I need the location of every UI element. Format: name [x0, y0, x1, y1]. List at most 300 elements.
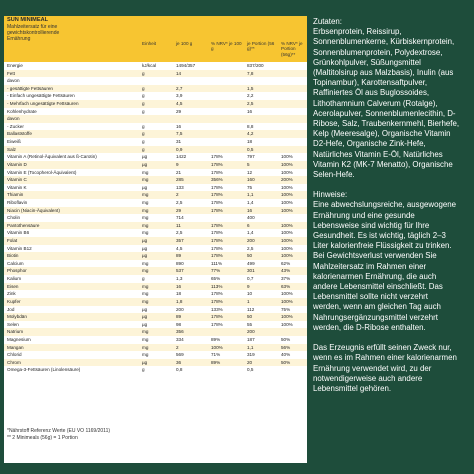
- nrv-per-portion: 100%: [281, 298, 293, 304]
- nrv-per-100g: 71%: [211, 352, 221, 358]
- table-row: [4, 283, 307, 291]
- nutrient-name: Vitamin E (Tocopherol-Äquivalent): [7, 169, 77, 175]
- ingredients-line: Zutaten:: [313, 17, 342, 26]
- nrv-per-portion: 200%: [281, 177, 293, 183]
- nutrition-table: [4, 16, 307, 463]
- ingredients-line: Topinambur), Karottensaftpulver,: [313, 78, 428, 88]
- unit: µg: [142, 314, 148, 320]
- hints-line: andere Lebensmittel einschließt. Das: [313, 282, 443, 292]
- value-per-portion: 0,5: [247, 146, 254, 152]
- ingredients-line: D2-Hefe, Organische Zink-Hefe,: [313, 139, 426, 149]
- nutrient-name: Phosphor: [7, 268, 27, 274]
- value-per-portion: 400: [247, 215, 255, 221]
- ingredients-line: (Maltitolsirup aus Malzbasis), Inulin (aus: [313, 68, 454, 78]
- table-row: [4, 275, 307, 283]
- unit: mg: [142, 215, 149, 221]
- unit: µg: [142, 238, 148, 244]
- value-per-portion: 1: [247, 298, 250, 304]
- value-per-portion: 301: [247, 268, 255, 274]
- nutrient-name: Niacin (Niacin-Äquivalent): [7, 207, 60, 213]
- nrv-per-100g: 178%: [211, 291, 223, 297]
- nutrient-name: Vitamin D: [7, 161, 27, 167]
- table-row: [4, 222, 307, 230]
- purpose-line: wenn es im Rahmen einer kalorienarmen: [313, 353, 457, 363]
- value-per-100g: 356: [176, 329, 184, 335]
- nutrient-name: Kupfer: [7, 298, 21, 304]
- table-row: [4, 191, 307, 199]
- nrv-per-portion: 100%: [281, 222, 293, 228]
- nutrient-name: davon: [7, 116, 20, 122]
- col-nrvportion-header: % NRV* je Portion (56g)**: [281, 41, 303, 57]
- value-per-portion: 10: [247, 291, 253, 297]
- col-nrv100g-header: % NRV* je 100 g: [211, 41, 242, 52]
- value-per-portion: 55: [247, 321, 253, 327]
- value-per-100g: 4,5: [176, 101, 183, 107]
- unit: g: [142, 123, 145, 129]
- table-row: [4, 100, 307, 108]
- value-per-portion: 499: [247, 260, 255, 266]
- unit: mg: [142, 260, 149, 266]
- hints-line: Liter kalorienfreie Flüssigkeit zu trinken.: [313, 241, 452, 251]
- nrv-per-portion: 100%: [281, 314, 293, 320]
- purpose-line: Lebensmittel gehören.: [313, 383, 392, 393]
- nutrient-name: Calcium: [7, 260, 24, 266]
- unit: mg: [142, 268, 149, 274]
- value-per-100g: 0,8: [176, 367, 183, 373]
- table-row: [4, 290, 307, 298]
- value-per-100g: 14: [176, 70, 182, 76]
- nutrient-name: Mangan: [7, 344, 24, 350]
- nrv-per-portion: 50%: [281, 336, 291, 342]
- value-per-portion: 0,5: [247, 367, 254, 373]
- nrv-per-100g: 178%: [211, 199, 223, 205]
- purpose-line: Ernährung verwendet wird, zu der: [313, 363, 432, 373]
- nrv-per-portion: 100%: [281, 192, 293, 198]
- nrv-per-100g: 178%: [211, 298, 223, 304]
- nrv-per-100g: 178%: [211, 253, 223, 259]
- hints-line: Eine abwechslungsreiche, ausgewogene: [313, 200, 457, 210]
- nrv-per-100g: 178%: [211, 321, 223, 327]
- unit: mg: [142, 352, 149, 358]
- nrv-per-100g: 111%: [211, 260, 223, 266]
- nrv-per-100g: 178%: [211, 161, 223, 167]
- nrv-per-portion: 63%: [281, 283, 291, 289]
- table-row: [4, 169, 307, 177]
- value-per-portion: 16: [247, 108, 253, 114]
- unit: mg: [142, 329, 149, 335]
- value-per-100g: 9: [176, 161, 179, 167]
- hints-line: werden, die D-Ribose enthalten.: [313, 322, 426, 332]
- value-per-100g: 1,8: [176, 298, 183, 304]
- value-per-portion: 9: [247, 283, 250, 289]
- value-per-100g: 2,7: [176, 85, 183, 91]
- nutrient-name: Zink: [7, 291, 16, 297]
- nutrient-name: Jod: [7, 306, 15, 312]
- nrv-per-100g: 178%: [211, 169, 223, 175]
- table-row: [4, 77, 307, 85]
- value-per-portion: 1,4: [247, 230, 254, 236]
- nrv-per-100g: 113%: [211, 283, 223, 289]
- value-per-100g: 16: [176, 123, 182, 129]
- unit: µg: [142, 245, 148, 251]
- unit: g: [142, 85, 145, 91]
- value-per-100g: 537: [176, 268, 184, 274]
- ingredients-line: Ribose, Salz, Traubenkernmehl, Bierhefe,: [313, 119, 460, 129]
- table-row: [4, 344, 307, 352]
- ingredients-line: Sonnenblumenkerne, Kürbiskernprotein,: [313, 37, 455, 47]
- nrv-per-portion: 100%: [281, 161, 293, 167]
- value-per-portion: 75: [247, 184, 253, 190]
- nutrient-name: Omega-3-Fettsäuren (Linolensäure): [7, 367, 81, 373]
- value-per-100g: 2,5: [176, 230, 183, 236]
- unit: mg: [142, 336, 149, 342]
- nrv-per-portion: 100%: [281, 253, 293, 259]
- unit: mg: [142, 199, 149, 205]
- nrv-per-portion: 100%: [281, 207, 293, 213]
- table-footnotes: [7, 428, 110, 442]
- value-per-portion: 2,5: [247, 245, 254, 251]
- table-row: [4, 214, 307, 222]
- unit: µg: [142, 161, 148, 167]
- nrv-per-portion: 100%: [281, 184, 293, 190]
- ingredients-line: Sonnenblumenprotein, Polydextrose,: [313, 47, 443, 57]
- table-row: [4, 359, 307, 367]
- value-per-100g: 7,5: [176, 131, 183, 137]
- nrv-per-portion: 62%: [281, 260, 291, 266]
- unit: µg: [142, 154, 148, 160]
- value-per-portion: 18: [247, 139, 253, 145]
- value-per-100g: 16: [176, 283, 182, 289]
- table-row: [4, 92, 307, 100]
- nutrient-name: Eisen: [7, 283, 19, 289]
- value-per-portion: 50: [247, 314, 253, 320]
- table-row: [4, 70, 307, 78]
- unit: mg: [142, 298, 149, 304]
- nutrient-name: Chlorid: [7, 352, 22, 358]
- value-per-100g: 714: [176, 215, 184, 221]
- value-per-portion: 200: [247, 238, 255, 244]
- nutrient-name: Vitamin B6: [7, 230, 30, 236]
- purpose-line: Das Erzeugnis erfüllt seinen Zweck nur,: [313, 343, 452, 353]
- footnote-nrv: *Nährstoff Referenz Werte (EU VO 1169/2011): [7, 428, 111, 434]
- value-per-portion: 1,1: [247, 344, 254, 350]
- nutrient-name: Vitamin K: [7, 184, 27, 190]
- table-row: [4, 130, 307, 138]
- nrv-per-100g: 89%: [211, 336, 221, 342]
- hints-line: werden, wenn am gleichen Tag auch: [313, 302, 441, 312]
- unit: g: [142, 108, 145, 114]
- value-per-100g: 3,9: [176, 93, 183, 99]
- table-row: [4, 245, 307, 253]
- ingredients-line: Natürliches Vitamin E-Öl, Natürliches: [313, 149, 443, 159]
- value-per-portion: 1,4: [247, 199, 254, 205]
- value-per-100g: 11: [176, 222, 181, 228]
- table-row: [4, 237, 307, 245]
- unit: µg: [142, 184, 148, 190]
- value-per-100g: 89: [176, 314, 182, 320]
- value-per-portion: 837/200: [247, 63, 264, 68]
- nrv-per-portion: 100%: [281, 154, 293, 160]
- table-body: [4, 62, 307, 374]
- value-per-100g: 1494/357: [176, 63, 196, 68]
- nutrient-name: Riboflavin: [7, 199, 28, 205]
- ingredients-line: Grünkohlpulver, Süßungsmittel: [313, 57, 421, 67]
- nrv-per-100g: 100%: [211, 344, 223, 350]
- value-per-100g: 31: [176, 139, 182, 145]
- value-per-portion: 6: [247, 222, 250, 228]
- table-header: [4, 16, 307, 62]
- table-row: [4, 199, 307, 207]
- table-row: [4, 115, 307, 123]
- nutrient-name: Salz: [7, 146, 16, 152]
- value-per-portion: 5: [247, 161, 250, 167]
- info-text: [313, 17, 469, 394]
- table-row: [4, 62, 307, 70]
- nrv-per-portion: 100%: [281, 238, 293, 244]
- nutrient-name: Pantothensäure: [7, 222, 40, 228]
- nrv-per-portion: 43%: [281, 268, 291, 274]
- hints-line: Ernährung und eine gesunde: [313, 210, 415, 220]
- col-portion-header: je Portion (56 g)**: [247, 41, 275, 52]
- nrv-per-portion: 100%: [281, 321, 293, 327]
- hints-section: [313, 190, 469, 333]
- unit: g: [142, 101, 145, 107]
- value-per-portion: 12: [247, 169, 253, 175]
- nrv-per-100g: 356%: [211, 177, 223, 183]
- table-row: [4, 321, 307, 329]
- value-per-portion: 2,5: [247, 101, 254, 107]
- ingredients-line: Raffiniertes Öl aus Buglossoides,: [313, 88, 430, 98]
- purpose-section: [313, 343, 469, 394]
- value-per-100g: 357: [176, 238, 184, 244]
- unit: µg: [142, 359, 148, 365]
- table-row: [4, 313, 307, 321]
- value-per-100g: 36: [176, 359, 182, 365]
- nutrient-name: Folat: [7, 238, 18, 244]
- ingredients-line: Kelp (Meeresalge), Organische Vitamin: [313, 129, 451, 139]
- table-row: [4, 176, 307, 184]
- value-per-portion: 160: [247, 177, 255, 183]
- nutrient-name: - gesättigte Fettsäuren: [7, 85, 53, 91]
- col-unit-header: Einheit: [142, 41, 157, 46]
- unit: mg: [142, 177, 149, 183]
- hints-line: Mahlzeitersatz im Rahmen einer: [313, 261, 427, 271]
- nutrient-name: Chrom: [7, 359, 21, 365]
- value-per-portion: 20: [247, 359, 253, 365]
- product-subtitle: Mahlzeitersatz für eine gewichtskontrollierende Ernährung: [7, 24, 60, 42]
- nutrient-name: Biotin: [7, 253, 19, 259]
- table-row: [4, 328, 307, 336]
- value-per-portion: 50: [247, 253, 253, 259]
- value-per-100g: 29: [176, 108, 182, 114]
- value-per-portion: 7,8: [247, 70, 254, 76]
- unit: g: [142, 131, 145, 137]
- table-row: [4, 336, 307, 344]
- value-per-100g: 2,5: [176, 199, 183, 205]
- value-per-portion: 187: [247, 336, 255, 342]
- value-per-100g: 890: [176, 260, 184, 266]
- value-per-portion: 112: [247, 306, 255, 312]
- nutrient-name: - Mehrfach ungesättigte Fettsäuren: [7, 101, 79, 107]
- nrv-per-portion: 40%: [281, 352, 291, 358]
- hints-line: Nahrungsergänzungsmittel verzehrt: [313, 312, 438, 322]
- value-per-100g: 200: [176, 306, 184, 312]
- table-row: [4, 260, 307, 268]
- unit: mg: [142, 291, 149, 297]
- hints-line: Hinweise:: [313, 190, 348, 200]
- ingredients-line: Erbsenprotein, Reissirup,: [313, 27, 402, 37]
- value-per-100g: 29: [176, 207, 182, 213]
- unit: mg: [142, 283, 149, 289]
- table-row: [4, 184, 307, 192]
- nutrient-name: Vitamin B12: [7, 245, 32, 251]
- unit: kJ/kcal: [142, 63, 157, 68]
- unit: g: [142, 146, 145, 152]
- table-row: [4, 267, 307, 275]
- nrv-per-100g: 89%: [211, 359, 221, 365]
- value-per-100g: 89: [176, 253, 182, 259]
- nutrient-name: Ballaststoffe: [7, 131, 32, 137]
- nrv-per-100g: 178%: [211, 154, 223, 160]
- value-per-100g: 133: [176, 184, 184, 190]
- nrv-per-100g: 178%: [211, 184, 223, 190]
- value-per-100g: 285: [176, 177, 184, 183]
- value-per-portion: 2,2: [247, 93, 254, 99]
- nutrient-name: Fett: [7, 70, 15, 76]
- value-per-100g: 2: [176, 192, 179, 198]
- nrv-per-100g: 133%: [211, 306, 223, 312]
- unit: g: [142, 139, 145, 145]
- unit: mg: [142, 192, 149, 198]
- nrv-per-portion: 100%: [281, 230, 293, 236]
- table-row: [4, 207, 307, 215]
- table-row: [4, 366, 307, 374]
- value-per-portion: 0,7: [247, 276, 254, 282]
- ingredients-line: Selen-Hefe.: [313, 170, 355, 180]
- purpose-line: notwendigerweise auch andere: [313, 373, 423, 383]
- unit: mg: [142, 207, 149, 213]
- hints-line: Lebensmittel sollte nicht verzehrt: [313, 292, 428, 302]
- unit: mg: [142, 222, 149, 228]
- nutrient-name: Molybdän: [7, 314, 27, 320]
- nutrient-name: Vitamin C: [7, 177, 27, 183]
- value-per-100g: 569: [176, 352, 184, 358]
- nrv-per-portion: 100%: [281, 199, 293, 205]
- unit: µg: [142, 321, 148, 327]
- table-row: [4, 229, 307, 237]
- unit: µg: [142, 306, 148, 312]
- nrv-per-portion: 50%: [281, 359, 291, 365]
- table-row: [4, 138, 307, 146]
- unit: g: [142, 367, 145, 373]
- value-per-portion: 319: [247, 352, 255, 358]
- unit: mg: [142, 169, 149, 175]
- value-per-100g: 1422: [176, 154, 187, 160]
- nutrient-name: Vitamin A (Retinol-Äquivalent aus ß-Carotin): [7, 154, 97, 160]
- nutrient-name: - Zucker: [7, 123, 24, 129]
- nrv-per-portion: 100%: [281, 291, 293, 297]
- nrv-per-100g: 178%: [211, 314, 223, 320]
- col-per100g-header: je 100 g: [176, 41, 193, 46]
- hints-line: Gesundheit. Es ist wichtig, täglich 2–3: [313, 231, 446, 241]
- value-per-100g: 21: [176, 169, 182, 175]
- value-per-100g: 0,9: [176, 146, 183, 152]
- nutrient-name: - Einfach ungesättigte Fettsäuren: [7, 93, 75, 99]
- hints-line: Bei Gewichtsverlust verwenden Sie: [313, 251, 437, 261]
- unit: g: [142, 276, 145, 282]
- value-per-100g: 334: [176, 336, 184, 342]
- nutrient-name: Kohlenhydrate: [7, 108, 37, 114]
- nrv-per-100g: 178%: [211, 238, 223, 244]
- nrv-per-100g: 178%: [211, 222, 223, 228]
- nrv-per-portion: 100%: [281, 245, 293, 251]
- nrv-per-100g: 65%: [211, 276, 221, 282]
- nrv-per-100g: 178%: [211, 192, 223, 198]
- value-per-100g: 18: [176, 291, 182, 297]
- table-row: [4, 108, 307, 116]
- unit: g: [142, 93, 145, 99]
- nrv-per-portion: 75%: [281, 306, 291, 312]
- value-per-portion: 200: [247, 329, 255, 335]
- value-per-portion: 797: [247, 154, 255, 160]
- nrv-per-100g: 178%: [211, 207, 223, 213]
- table-row: [4, 85, 307, 93]
- nrv-per-100g: 178%: [211, 230, 223, 236]
- unit: g: [142, 70, 145, 76]
- brand-name: SUN MINIMEAL: [7, 17, 49, 23]
- table-row: [4, 252, 307, 260]
- hints-line: kalorienarmen Ernährung, die auch: [313, 271, 437, 281]
- table-row: [4, 298, 307, 306]
- value-per-portion: 8,8: [247, 123, 254, 129]
- nutrient-name: Selen: [7, 321, 19, 327]
- nutrient-name: Thiamin: [7, 192, 24, 198]
- value-per-100g: 98: [176, 321, 182, 327]
- nutrient-name: Eiweiß: [7, 139, 21, 145]
- table-row: [4, 123, 307, 131]
- value-per-portion: 16: [247, 207, 253, 213]
- nutrient-name: Energie: [7, 63, 23, 68]
- ingredients-section: [313, 17, 469, 180]
- unit: mg: [142, 344, 149, 350]
- nutrient-name: Magnesium: [7, 336, 31, 342]
- table-row: [4, 161, 307, 169]
- ingredients-line: Lithothamnium Calverum (Rotalge),: [313, 98, 438, 108]
- table-row: [4, 146, 307, 154]
- ingredients-line: Vitamin K2 (MK-7 Menatto), Organische: [313, 159, 453, 169]
- table-row: [4, 306, 307, 314]
- value-per-portion: 1,1: [247, 192, 254, 198]
- value-per-100g: 1,3: [176, 276, 183, 282]
- unit: µg: [142, 253, 148, 259]
- value-per-portion: 4,2: [247, 131, 254, 137]
- nutrient-name: Kalium: [7, 276, 22, 282]
- hints-line: Lebensweise sind wichtig für Ihre: [313, 220, 430, 230]
- ingredients-line: Acerolapulver, Sonnenblumenlecithin, D-: [313, 108, 456, 118]
- nrv-per-portion: 37%: [281, 276, 291, 282]
- footnote-portion: ** 2 Minimeals (56g) = 1 Portion: [7, 435, 78, 441]
- value-per-100g: 4,5: [176, 245, 183, 251]
- value-per-portion: 1,5: [247, 85, 254, 91]
- nrv-per-100g: 77%: [211, 268, 221, 274]
- nutrient-name: Cholin: [7, 215, 21, 221]
- nutrient-name: Natrium: [7, 329, 24, 335]
- nrv-per-100g: 178%: [211, 245, 223, 251]
- table-row: [4, 351, 307, 359]
- value-per-100g: 2: [176, 344, 179, 350]
- nrv-per-portion: 56%: [281, 344, 291, 350]
- table-row: [4, 153, 307, 161]
